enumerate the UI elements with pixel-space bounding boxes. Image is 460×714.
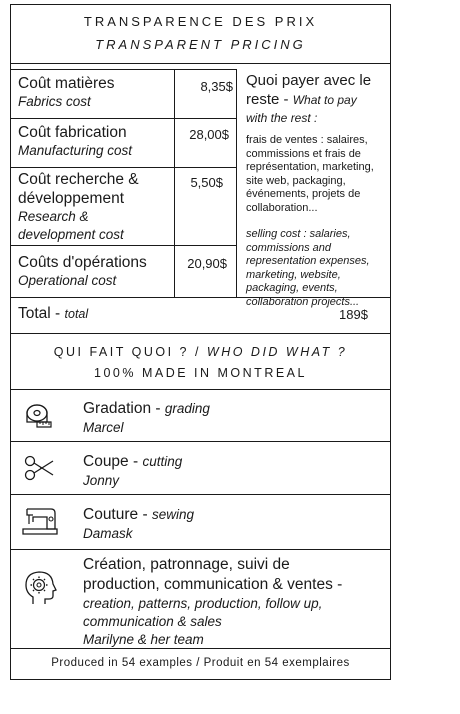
role-person: Jonny [83,473,120,488]
cost-label-fr: développement [18,190,124,207]
cost-row-fabrics [18,74,114,111]
divider [11,549,390,550]
row-line [11,245,237,246]
role-person: Marcel [83,420,124,435]
role-title: Coupe - cutting [83,453,183,470]
cost-row-manufacturing [18,123,132,160]
rest-title-1: Quoi payer avec le [246,72,372,89]
cost-price: 5,50$ [190,175,223,190]
total-value: 189$ [339,307,368,322]
rest-fr-line: commissions et frais de [246,147,361,160]
cost-row-research [18,170,139,244]
role-grading [83,399,210,437]
rest-fr-line: site web, packaging, [246,174,346,187]
rest-fr-line: événements, projets de [246,188,361,200]
cost-label-fr: Coûts d'opérations [18,254,147,271]
rest-en-line: packaging, events, [246,282,338,294]
cost-label-en: Research & [18,209,89,224]
role-title-en: creation, patterns, production, follow up, [83,596,323,611]
total-label: Total - total [18,305,89,322]
role-title: production, communication & ventes - [83,576,343,593]
divider [11,441,390,442]
title-fr: TRANSPARENCE DES PRIX [83,14,318,29]
cost-row-operations [18,253,147,290]
cost-label-fr: Coût fabrication [18,124,127,141]
col-divider [236,69,237,297]
cost-label-en: Operational cost [18,273,117,288]
rest-fr-line: frais de ventes : salaires, [246,134,368,146]
measuring-tape-icon [23,402,53,430]
title-en: TRANSPARENT PRICING [95,37,306,52]
cost-price: 20,90$ [187,256,227,271]
cost-label-fr: Coût matières [18,75,115,92]
role-title: Couture - sewing [83,506,194,523]
pricing-card [10,4,391,680]
made-in-montreal: 100% MADE IN MONTREAL [94,366,307,380]
cost-label-fr: Coût recherche & [18,171,139,188]
rest-en-line: collaboration projects... [246,295,360,308]
divider [11,389,390,390]
role-sewing [83,505,194,543]
role-title: Gradation - grading [83,400,210,417]
role-title-en: communication & sales [83,614,222,629]
sewing-machine-icon [21,505,59,537]
cost-label-en: Manufacturing cost [18,143,133,158]
production-count: Produced in 54 examples / Produit en 54 exemplaires [51,657,350,669]
rest-fr-line: représentation, marketing, [246,161,374,173]
role-title: Création, patronnage, suivi de [83,556,290,573]
divider [11,494,390,495]
rest-title-2: reste - What to pay [246,91,357,108]
rest-en-line: selling cost : salaries, [246,228,351,240]
cost-price: 28,00$ [189,127,229,142]
head-gear-icon [23,570,57,606]
rest-block [246,71,392,309]
role-cutting [83,452,182,490]
rest-en-line: marketing, website, [246,268,341,281]
role-person: Damask [83,526,133,541]
rest-fr-line: collaboration... [246,201,318,214]
cost-price: 8,35$ [200,79,233,94]
who-title: QUI FAIT QUOI ? / WHO DID WHAT ? [53,345,348,359]
role-person: Marilyne & her team [83,632,204,647]
cost-label-en: Fabrics cost [18,94,91,109]
scissors-icon [23,454,55,482]
row-line [11,167,237,168]
rest-title-en: with the rest : [246,111,318,125]
role-creation [83,555,388,649]
rest-en-line: representation expenses, [246,255,370,267]
cost-label-en: development cost [18,227,124,242]
divider [11,333,390,334]
rest-en-line: commissions and [246,241,331,254]
divider [11,63,390,64]
row-line [11,118,237,119]
table-top-line [11,69,237,70]
